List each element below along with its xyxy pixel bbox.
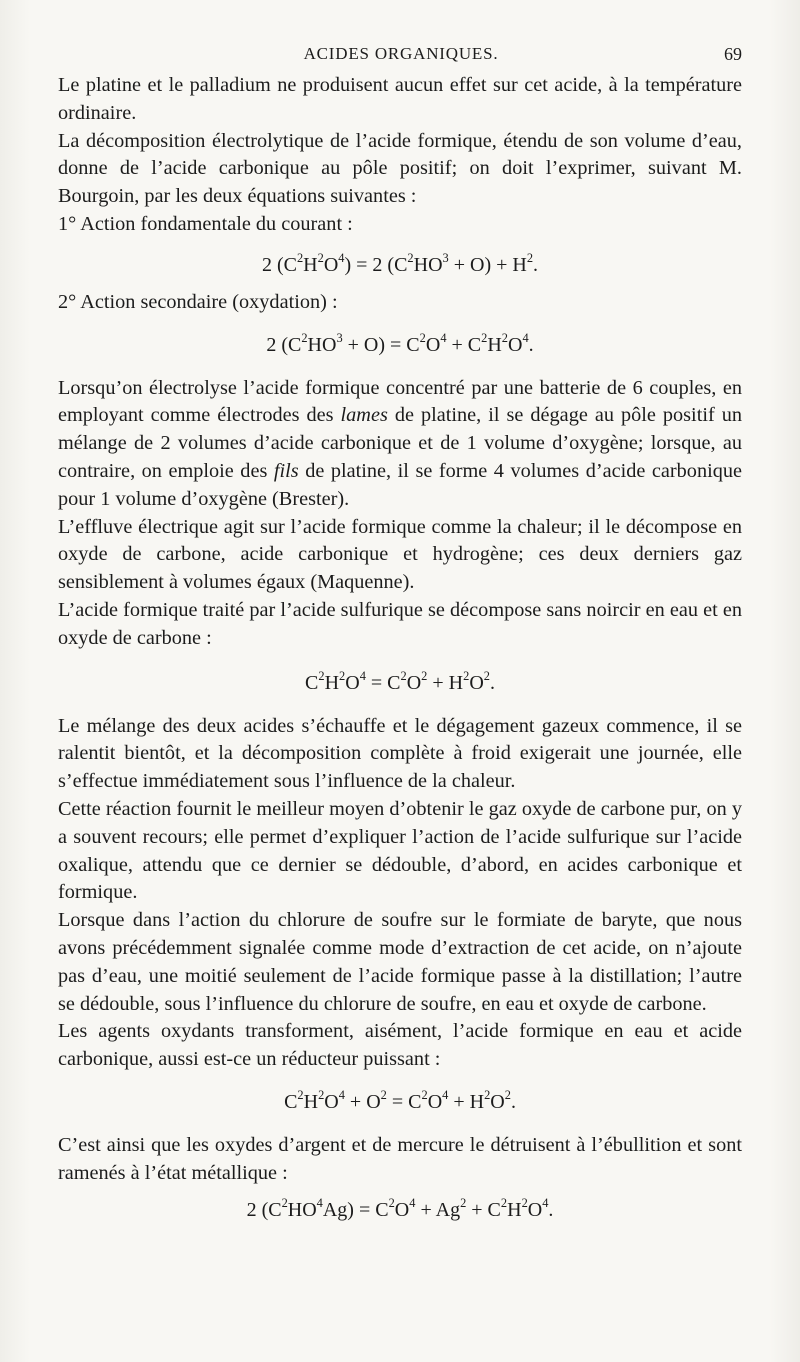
paragraph-7: L’acide formique traité par l’acide sulfurique se décompose sans noircir en eau et en oxyde de carbone :: [58, 598, 742, 649]
equation-3: [58, 669, 742, 697]
equation-superscript: 4: [338, 250, 345, 265]
page-header: [60, 40, 742, 70]
paragraph-10: Lorsque dans l’action du chlorure de soufre sur le formiate de baryte, que nous avons précédemment signalée comme mode d’extraction de cet acide, on n’ajoute pas d’eau, une moitié seulement de l’acide formique passe à la distillation; l’autre se dédouble, sous l’influence du chlorure de soufre, en eau et oxyde de carbone.: [58, 909, 742, 1015]
equation-superscript: 4: [359, 668, 366, 683]
paragraph-5-emphasis-fils: fils: [273, 459, 299, 482]
equation-term: C: [305, 671, 319, 694]
equation-superscript: 2: [460, 1195, 467, 1210]
equation-term: .: [548, 1198, 554, 1221]
equation-superscript: 4: [442, 1088, 449, 1103]
paragraph-6: L’effluve électrique agit sur l’acide formique comme la chaleur; il le décompose en oxyde de carbone, acide carbonique et hydrogène; ces deux derniers gaz sensiblement à volumes égaux (Maquenne).: [58, 515, 742, 594]
equation-term: = C: [365, 671, 401, 694]
paragraph-1: Le platine et le palladium ne produisent aucun effet sur cet acide, à la température ordinaire.: [58, 74, 742, 124]
equation-term: Ag) = C: [322, 1198, 389, 1221]
equation-superscript: 4: [542, 1195, 549, 1210]
equation-term: O: [425, 333, 441, 356]
equation-superscript: 2: [301, 330, 308, 345]
equation-superscript: 2: [296, 250, 304, 265]
equation-superscript: 2: [297, 1088, 304, 1103]
equation-superscript: 2: [318, 668, 325, 683]
equation-1: [58, 251, 742, 279]
equation-term: + O: [344, 1090, 381, 1113]
equation-term: .: [510, 1090, 516, 1113]
equation-superscript: 2: [388, 1195, 395, 1210]
equation-superscript: 3: [336, 330, 343, 345]
equation-superscript: 2: [419, 330, 426, 345]
equation-term: HO: [307, 333, 337, 356]
equation-term: 2 (C: [266, 333, 302, 356]
equation-superscript: 2: [339, 668, 346, 683]
equation-4: [58, 1088, 742, 1116]
paragraph-11: Les agents oxydants transforment, aisément, l’acide formique en eau et acide carbonique, aussi est-ce un réducteur puissant :: [58, 1020, 742, 1071]
paragraph-3: 1° Action fondamentale du courant :: [58, 212, 353, 235]
equation-term: 2 (C: [246, 1198, 282, 1221]
equation-term: HO: [413, 253, 443, 276]
equation-term: H: [324, 671, 340, 694]
equation-superscript: 2: [500, 1195, 508, 1210]
equation-term: + H: [427, 671, 464, 694]
paragraph-8: Le mélange des deux acides s’échauffe et le dégagement gazeux commence, il se ralentit bientôt, et la décomposition complète à froid exigerait une journée, elle s’effectue immédiatement sous l’influence de la chaleur.: [58, 714, 742, 793]
equation-term: H: [303, 1090, 319, 1113]
equation-term: C: [284, 1090, 298, 1113]
paragraph-5-part-c: de platine, il se forme 4 volumes d’acide carbonique pour 1 volume d’oxygène (Brester).: [58, 459, 743, 510]
paragraph-4: 2° Action secondaire (oxydation) :: [58, 290, 338, 313]
equation-superscript: 4: [409, 1195, 416, 1210]
equation-term: O: [469, 671, 484, 694]
equation-superscript: 2: [463, 668, 470, 683]
equation-term: O: [394, 1198, 410, 1221]
equation-superscript: 2: [421, 1088, 428, 1103]
equation-superscript: 2: [501, 330, 508, 345]
equation-term: HO: [287, 1198, 317, 1221]
equation-superscript: 2: [407, 250, 414, 265]
equation-2: [58, 331, 742, 359]
equation-superscript: 2: [483, 668, 490, 683]
paragraph-2: La décomposition électrolytique de l’acide formique, étendu de son volume d’eau, donne de l’acide carbonique au pôle positif; on doit l’exprimer, suivant M. Bourgoin, par les deux équations suivantes :: [58, 129, 742, 208]
equation-term: + O) = C: [342, 333, 420, 356]
equation-superscript: 2: [317, 250, 324, 265]
equation-superscript: 2: [481, 330, 488, 345]
paragraph-5: [58, 375, 742, 514]
equation-superscript: 2: [421, 668, 428, 683]
equation-term: .: [528, 333, 534, 356]
equation-superscript: 4: [338, 1088, 345, 1103]
equation-superscript: 2: [526, 250, 534, 265]
equation-superscript: 4: [440, 330, 447, 345]
equation-term: .: [533, 253, 539, 276]
equation-term: H: [303, 253, 318, 276]
equation-superscript: 4: [522, 330, 529, 345]
equation-term: O: [324, 1090, 339, 1113]
running-title: ACIDES ORGANIQUES.: [303, 44, 499, 63]
equation-term: = C: [386, 1090, 422, 1113]
equation-5: [58, 1196, 742, 1224]
equation-term: O: [406, 671, 422, 694]
equation-term: O: [527, 1198, 543, 1221]
equation-term: + H: [448, 1090, 485, 1113]
equation-term: O: [323, 253, 339, 276]
equation-term: 2 (C: [261, 253, 297, 276]
equation-superscript: 3: [442, 250, 449, 265]
equation-term: + C: [466, 1198, 501, 1221]
equation-superscript: 2: [521, 1195, 528, 1210]
equation-term: + Ag: [415, 1198, 461, 1221]
page-number: 69: [724, 44, 742, 64]
equation-term: O: [427, 1090, 443, 1113]
equation-superscript: 4: [316, 1195, 323, 1210]
equation-term: H: [507, 1198, 522, 1221]
page-body: [58, 72, 742, 1224]
equation-term: O: [508, 333, 523, 356]
paragraph-5-part-b: de platine, il se dégage au pôle positif un mélange de 2 volumes d’acide carbonique et de 1 volume d’oxygène; lorsque, au contraire, on emploie des: [58, 404, 742, 482]
equation-term: + C: [446, 333, 482, 356]
paragraph-9: Cette réaction fournit le meilleur moyen d’obtenir le gaz oxyde de carbone pur, on y a souvent recours; elle permet d’expliquer l’action de l’acide sulfurique sur l’acide oxalique, attendu que ce dernier se dédouble, d’abord, en acides carbonique et formique.: [58, 797, 742, 904]
equation-superscript: 2: [380, 1088, 387, 1103]
equation-term: O: [345, 671, 360, 694]
equation-term: + O) + H: [448, 253, 527, 276]
equation-superscript: 2: [318, 1088, 325, 1103]
equation-term: H: [487, 333, 502, 356]
equation-term: .: [489, 671, 495, 694]
equation-superscript: 2: [484, 1088, 491, 1103]
equation-superscript: 2: [281, 1195, 288, 1210]
equation-superscript: 2: [400, 668, 407, 683]
paragraph-12: C’est ainsi que les oxydes d’argent et de mercure le détruisent à l’ébullition et sont ramenés à l’état métallique :: [58, 1133, 742, 1184]
paragraph-5-part-a: Lorsqu’on électrolyse l’acide formique concentré par une batterie de 6 couples, en employant comme électrodes des: [58, 376, 742, 427]
equation-superscript: 2: [504, 1088, 511, 1103]
equation-term: O: [490, 1090, 505, 1113]
equation-term: ) = 2 (C: [344, 253, 408, 276]
paragraph-5-emphasis-lames: lames: [340, 404, 388, 427]
